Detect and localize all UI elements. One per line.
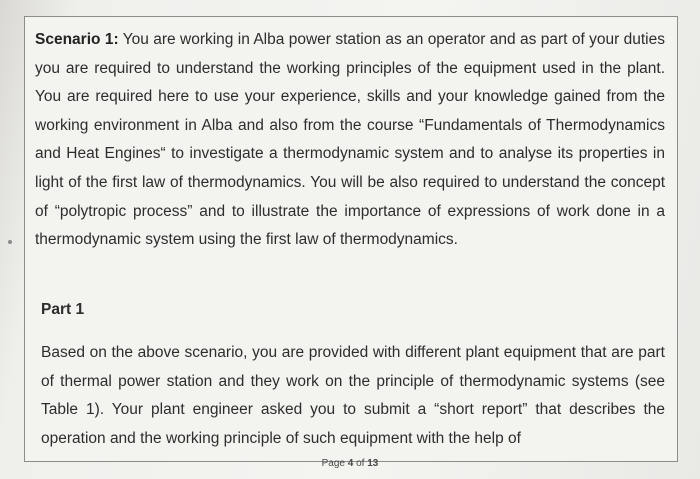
scenario-label: Scenario 1: [35,31,119,48]
part1-heading: Part 1 [41,301,85,318]
footer-current-page: 4 [347,458,354,469]
scenario-box [24,16,678,462]
margin-dot [8,240,12,244]
footer-total-pages: 13 [367,458,379,469]
page-footer [0,458,700,469]
scenario-paragraph [35,26,665,255]
footer-middle: of [353,458,368,469]
part1-paragraph: Based on the above scenario, you are provided with different plant equipment that are part of thermal power station and they work on the principle of thermodynamic systems (see Table 1). Your plant engineer asked you to submit a “short report” that describes the operation and the working principle of such equipment with the help of [41,344,665,447]
scenario-text: You are working in Alba power station as an operator and as part of your duties you are required to understand the working principles of the equipment used in the plant. You are required here to use your experience, skills and your knowledge gained from the working environment in Alba and also from the course “Fundamentals of Thermodynamics and Heat Engines“ to investigate a thermodynamic system and to analyse its properties in light of the first law of thermodynamics. You will be also required to understand the concept of “polytropic process” and to illustrate the importance of expressions of work done in a thermodynamic system using the first law of thermodynamics. [35,31,665,249]
footer-prefix: Page [321,458,348,469]
